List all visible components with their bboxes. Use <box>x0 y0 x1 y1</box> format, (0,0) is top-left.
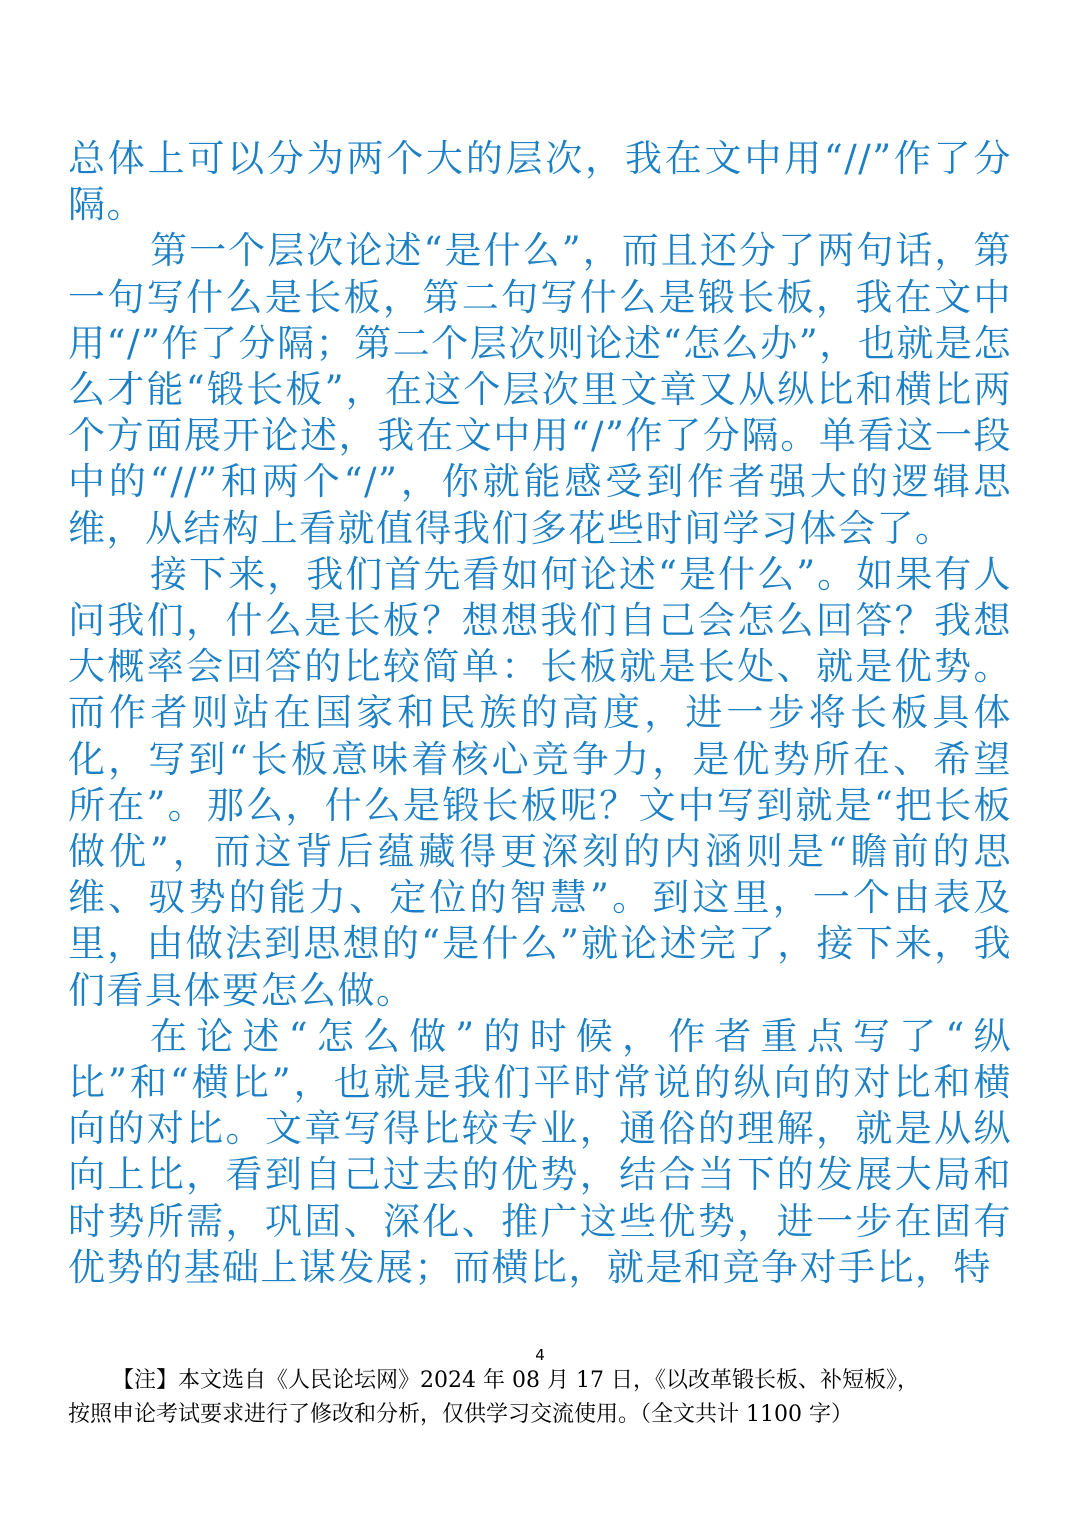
source-footnote <box>68 1364 1012 1432</box>
footnote-line-2: 按照申论考试要求进行了修改和分析，仅供学习交流使用。（全文共计 1100 字） <box>68 1402 853 1427</box>
page-number: 4 <box>535 1346 545 1364</box>
paragraph-first-level: 第一个层次论述“是什么”，而且还分了两句话，第一句写什么是长板，第二句写什么是锻长板，我在文中用“/”作了分隔；第二个层次则论述“怎么办”，也就是怎么才能“锻长板”，在这个层次里文章又从纵比和横比两个方面展开论述，我在文中用“/”作了分隔。单看这一段中的“//”和两个“/”，你就能感受到作者强大的逻辑思维，从结构上看就值得我们多花些时间学习体会了。 <box>68 229 1012 550</box>
paragraph-how-to: 在论述“怎么做”的时候，作者重点写了“纵比”和“横比”，也就是我们平时常说的纵向的对比和横向的对比。文章写得比较专业，通俗的理解，就是从纵向上比，看到自己过去的优势，结合当下的发展大局和时势所需，巩固、深化、推广这些优势，进一步在固有优势的基础上谋发展；而横比，就是和竞争对手比，特 <box>68 1014 1012 1289</box>
footnote-line-1: 【注】本文选自《人民论坛网》2024 年 08 月 17 日，《以改革锻长板、补短板》， <box>112 1368 919 1393</box>
article-body <box>68 136 1012 1291</box>
paragraph-structure-summary: 总体上可以分为两个大的层次，我在文中用“//”作了分隔。 <box>68 137 1012 227</box>
paragraph-what-is: 接下来，我们首先看如何论述“是什么”。如果有人问我们，什么是长板？想想我们自己会怎么回答？我想大概率会回答的比较简单：长板就是长处、就是优势。而作者则站在国家和民族的高度，进一步将长板具体化，写到“长板意味着核心竞争力，是优势所在、希望所在”。那么，什么是锻长板呢？文中写到就是“把长板做优”，而这背后蕴藏得更深刻的内涵则是“瞻前的思维、驭势的能力、定位的智慧”。到这里，一个由表及里，由做法到思想的“是什么”就论述完了，接下来，我们看具体要怎么做。 <box>68 552 1012 1012</box>
